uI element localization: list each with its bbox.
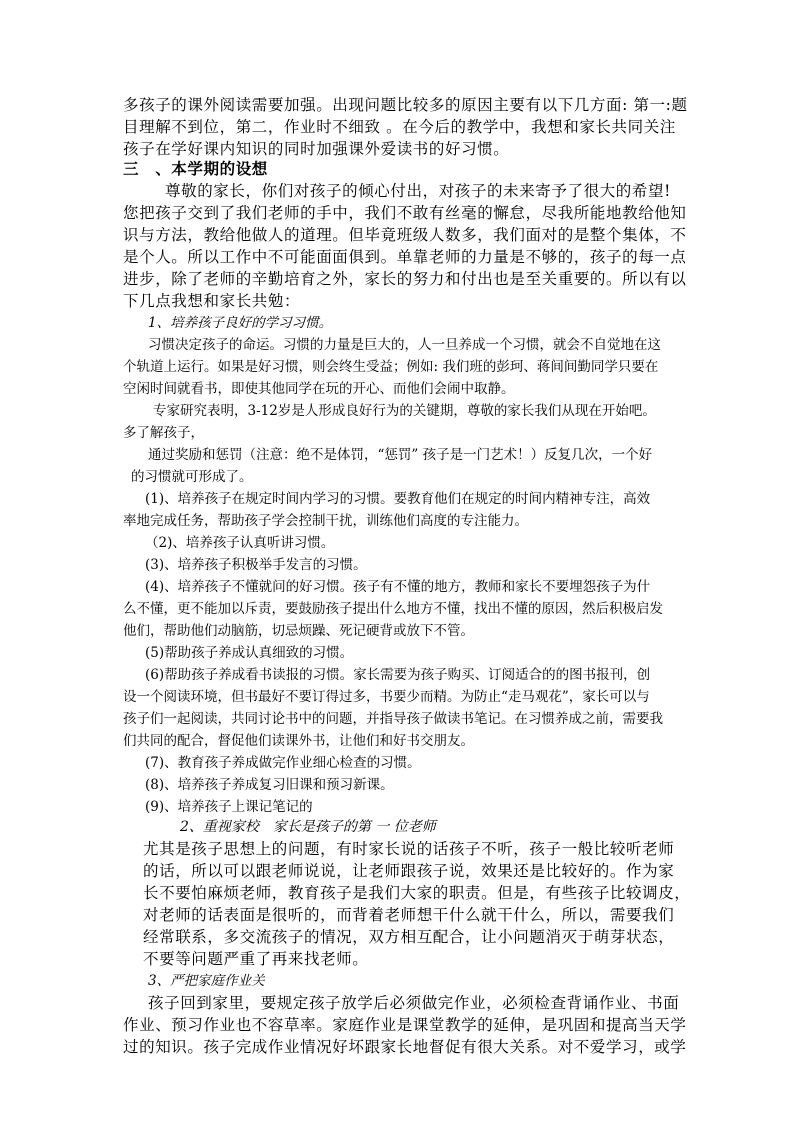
text-line: 率地完成任务，帮助孩子学会控制干扰，训练他们高度的专注能力。: [123, 513, 528, 529]
list-item: (9)、培养孩子上课记笔记的: [145, 799, 313, 815]
text-line: 孩子回到家里，要规定孩子放学后必须做完作业，必须检查背诵作业、书面: [148, 994, 680, 1012]
text-line: 作业、预习作业也不容草率。家庭作业是课堂教学的延伸，是巩固和提高当天学: [123, 1016, 687, 1034]
text-line: 多孩子的课外阅读需要加强。出现问题比较多的原因主要有以下几方面: 第一:题: [123, 96, 688, 114]
text-line: 尊敬的家长，你们对孩子的倾心付出，对孩子的未来寄予了很大的希望!: [165, 182, 671, 200]
list-item: （2)、培养孩子认真听讲习惯。: [145, 535, 335, 551]
text-line: 个轨道上运行。如果是好习惯，则会终生受益；例如: 我们班的彭珂、蒋间间勤同学只要在: [123, 359, 659, 375]
list-item: (5)帮助孩子养成认真细致的习惯。: [145, 645, 354, 661]
text-line: 孩子在学好课内知识的同时加强课外爱读书的好习惯。: [123, 140, 510, 158]
text-line: 长不要怕麻烦老师，教育孩子是我们大家的职责。但是，有些孩子比较调皮，: [143, 884, 691, 902]
text-line: 他们，帮助他们动脑筋，切忌烦躁、死记硬背或放下不管。: [123, 623, 474, 639]
subsection-heading: 2、重视家校 家长是孩子的第 一 位老师: [180, 819, 436, 835]
text-line: 识与方法，教给他做人的道理。但毕竟班级人数多，我们面对的是整个集体，不: [123, 226, 687, 244]
subsection-heading: 1、培养孩子良好的学习习惯。: [148, 315, 333, 331]
text-line: 设一个阅读环境，但书最好不要订得过多，书要少而精。为防止“走马观花”，家长可以与: [123, 689, 650, 705]
text-line: 通过奖励和惩罚（注意：绝不是体罚，“惩罚” 孩子是一门艺术！）反复几次，一个好: [148, 447, 653, 463]
list-item: (8)、培养孩子养成复习旧课和预习新课。: [145, 777, 394, 793]
text-line: (1)、培养孩子在规定时间内学习的习惯。要教育他们在规定的时间内精神专注，高效: [145, 491, 651, 507]
text-line: 的话，所以可以跟老师说说，让老师跟孩子说，效果还是比较好的。作为家: [143, 862, 675, 880]
text-line: 您把孩子交到了我们老师的手中，我们不敢有丝毫的懈怠，尽我所能地教给他知: [123, 204, 687, 222]
text-line: 目理解不到位，第二，作业时不细致 。在今后的教学中，我想和家长共同关注: [123, 118, 676, 136]
text-line: 空闲时间就看书，即使其他同学在玩的开心、而他们会闹中取静。: [123, 381, 515, 397]
list-item: (6)帮助孩子养成看书读报的习惯。家长需要为孩子购买、订阅适合的的图书报刊，创: [145, 667, 651, 683]
text-line: 不要等问题严重了再来找老师。: [143, 950, 369, 968]
list-item: (4)、培养孩子不懂就问的好习惯。孩子有不懂的地方，教师和家长不要埋怨孩子为什: [145, 579, 651, 595]
text-line: 下几点我想和家长共勉：: [123, 292, 301, 310]
text-line: 进步，除了老师的辛勤培育之外，家长的努力和付出也是至关重要的。所以有以: [123, 270, 687, 288]
text-line: 过的知识。孩子完成作业情况好坏跟家长地督促有很大关系。对不爱学习，或学: [123, 1038, 687, 1056]
text-line: 习惯决定孩子的命运。习惯的力量是巨大的，人一旦养成一个习惯，就会不自觉地在这: [148, 337, 661, 353]
subsection-heading: 3、严把家庭作业关: [148, 973, 265, 989]
text-line: 对老师的话表面是很听的，而背着老师想干什么就干什么，所以，需要我们: [143, 906, 675, 924]
text-line: 多了解孩子，: [123, 425, 204, 441]
list-item: (7)、教育孩子养成做完作业细心检查的习惯。: [145, 755, 421, 771]
text-line: 专家研究表明，3-12岁是人形成良好行为的关键期，尊敬的家长我们从现在开始吧。: [153, 403, 656, 419]
text-line: 么不懂，更不能加以斥责，要鼓励孩子提出什么地方不懂，找出不懂的原因，然后积极启发: [123, 601, 663, 617]
text-line: 经常联系，多交流孩子的情况，双方相互配合，让小问题消灭于萌芽状态，: [143, 928, 675, 946]
text-line: 是个人。所以工作中不可能面面俱到。单靠老师的力量是不够的，孩子的每一点: [123, 248, 687, 266]
text-line: 们共同的配合，督促他们读课外书，让他们和好书交朋友。: [123, 733, 474, 749]
text-line: 的习惯就可形成了。: [131, 469, 253, 485]
section-heading: 三 、本学期的设想: [123, 159, 268, 178]
text-line: 尤其是孩子思想上的问题，有时家长说的话孩子不听，孩子一般比较听老师: [143, 840, 675, 858]
text-line: 孩子们一起阅读，共同讨论书中的问题，并指导孩子做读书笔记。在习惯养成之前，需要我: [123, 711, 663, 727]
list-item: (3)、培养孩子积极举手发言的习惯。: [145, 557, 367, 573]
